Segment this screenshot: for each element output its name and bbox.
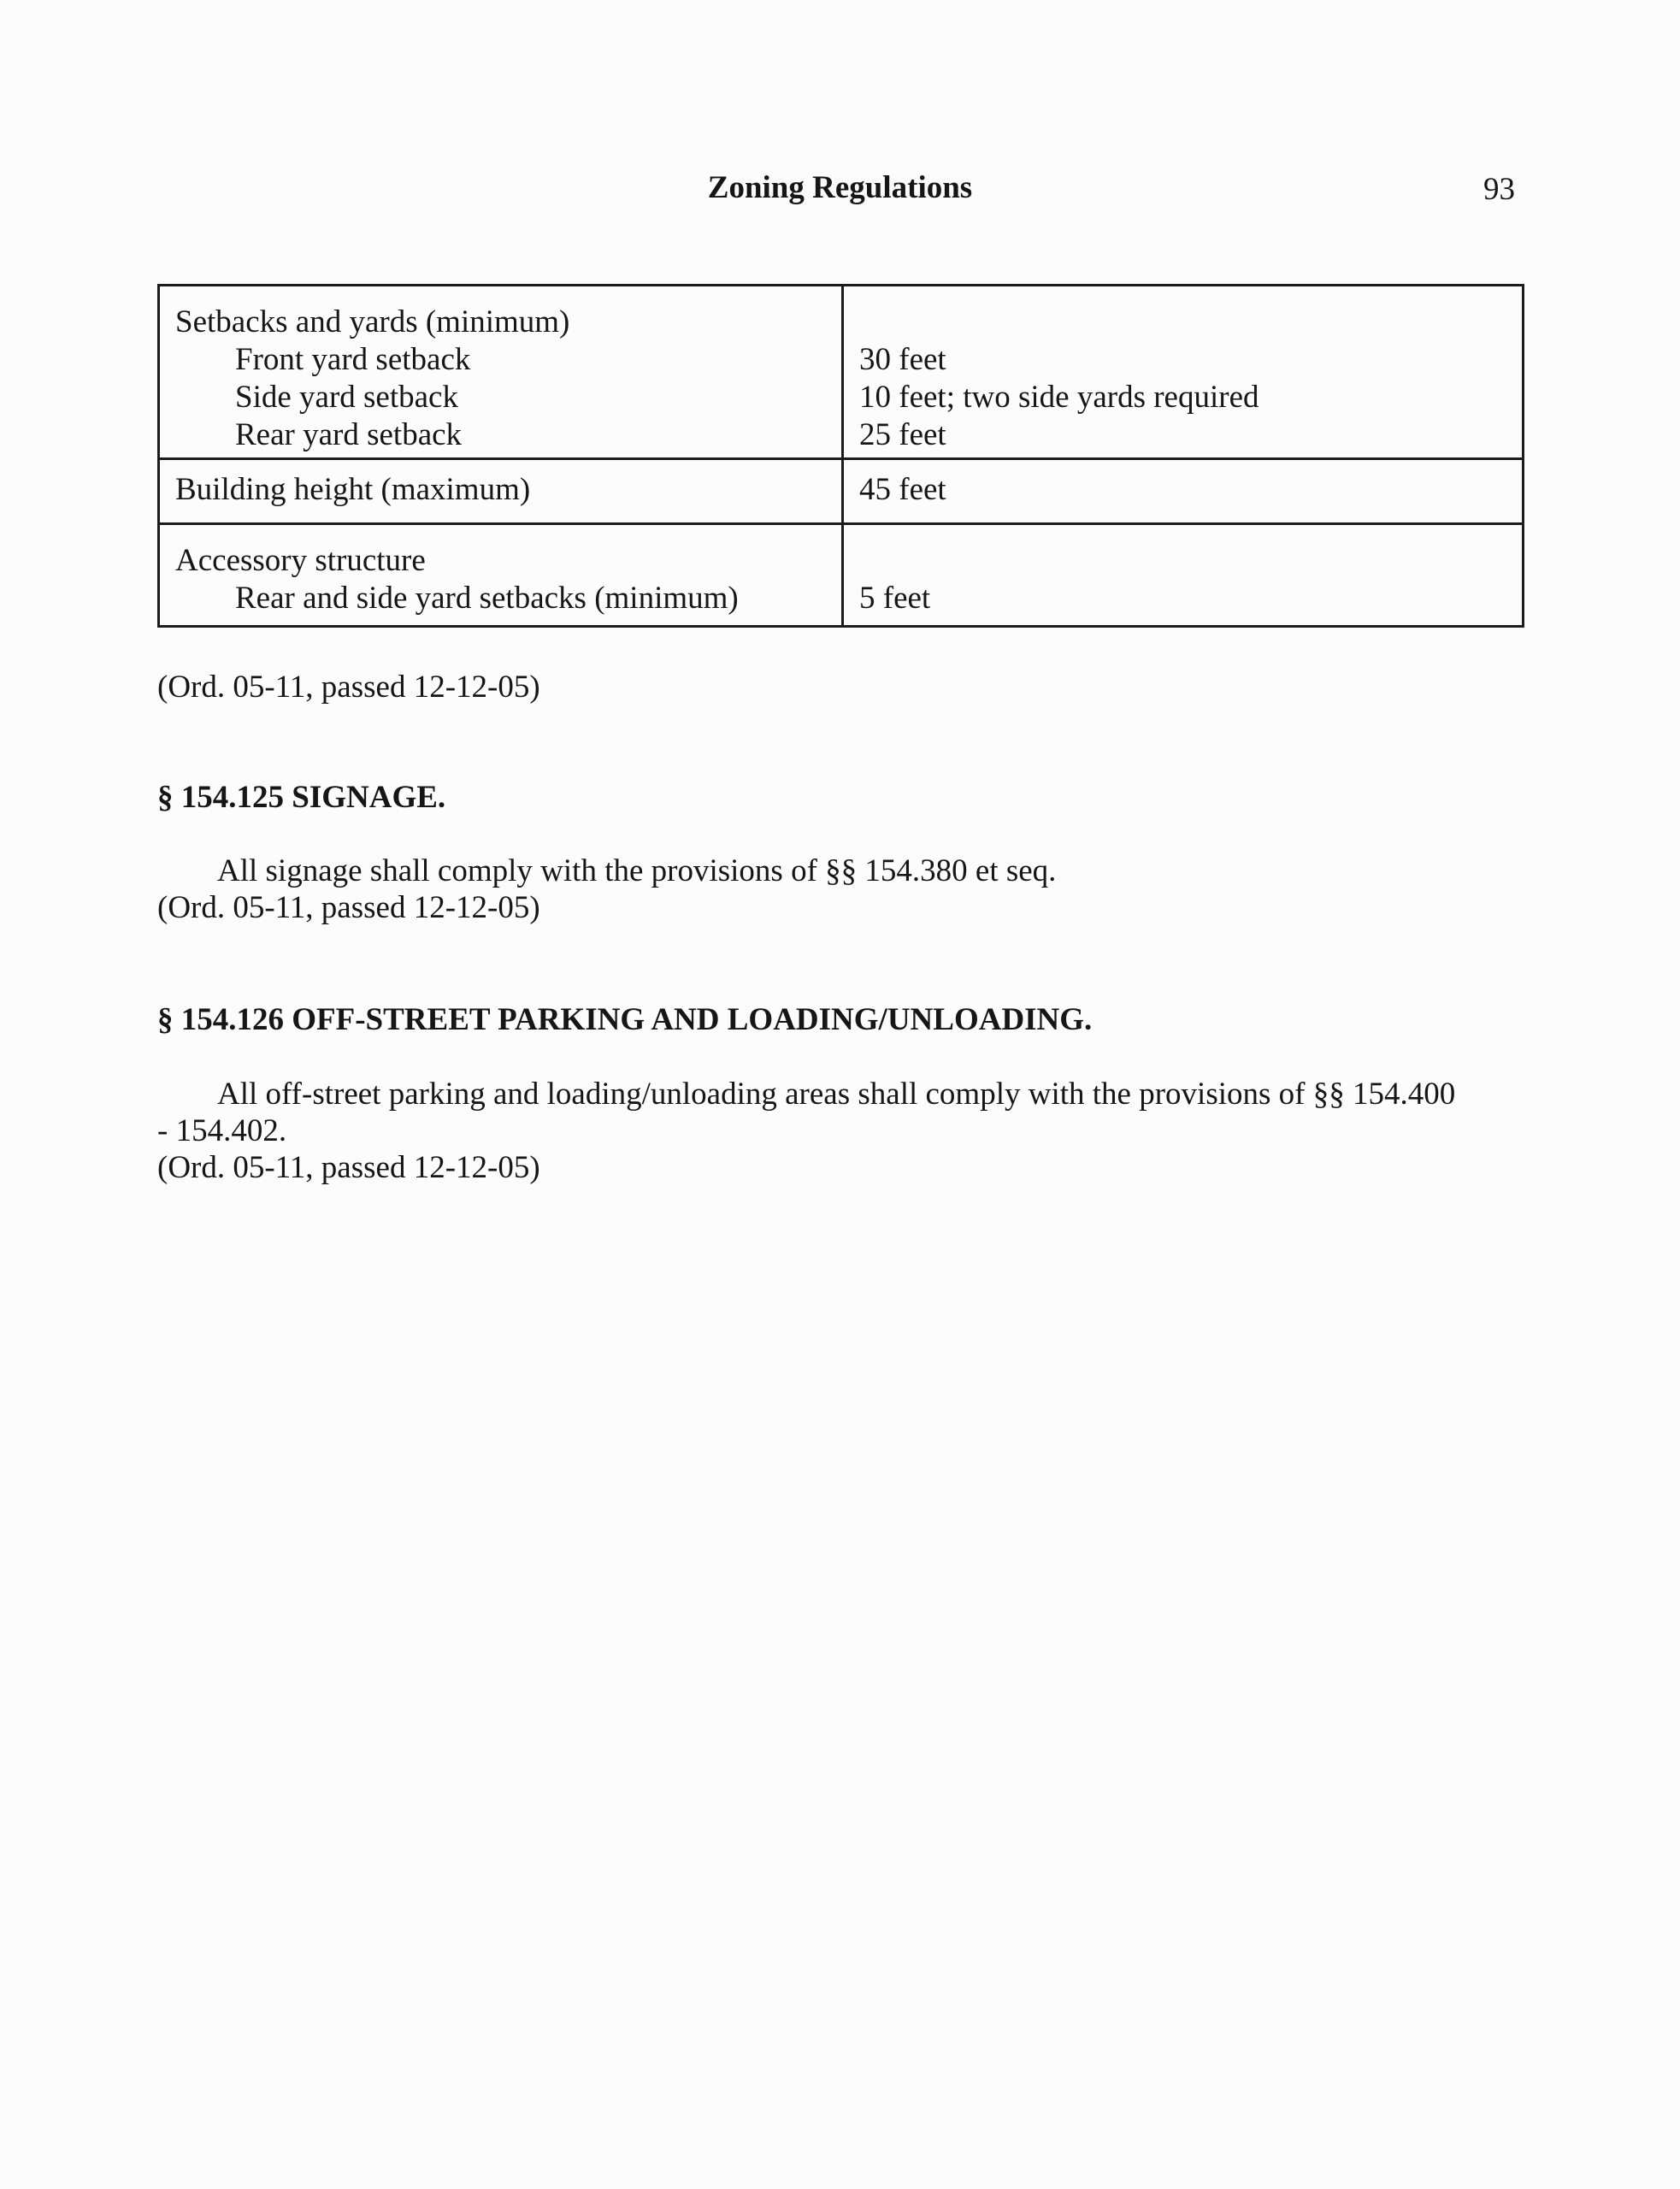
table-row <box>159 286 1524 459</box>
cell-line-spacer <box>859 542 1522 580</box>
cell-line: 10 feet; two side yards required <box>859 380 1259 415</box>
cell-line: 30 feet <box>859 342 946 377</box>
section-heading-154-126: § 154.126 OFF-STREET PARKING AND LOADING/UNLOADING. <box>157 1002 1093 1037</box>
cell-line: 5 feet <box>859 581 931 616</box>
cell-line: 45 feet <box>859 472 946 507</box>
table-row <box>159 524 1524 627</box>
table-cell-value <box>843 459 1524 524</box>
table-cell-requirement <box>159 524 843 627</box>
cell-line-spacer <box>859 304 1522 341</box>
ordinance-citation: (Ord. 05-11, passed 12-12-05) <box>157 890 540 925</box>
ordinance-citation: (Ord. 05-11, passed 12-12-05) <box>157 670 540 705</box>
section-body: All signage shall comply with the provisions of §§ 154.380 et seq. <box>217 853 1057 888</box>
zoning-requirements-table <box>157 284 1524 628</box>
table-cell-requirement <box>159 286 843 459</box>
ordinance-citation: (Ord. 05-11, passed 12-12-05) <box>157 1150 540 1185</box>
page-title: Zoning Regulations <box>707 170 973 205</box>
section-body: All off-street parking and loading/unloading areas shall comply with the provisions of §§ 154.400 <box>217 1077 1456 1112</box>
section-heading-154-125: § 154.125 SIGNAGE. <box>157 780 446 815</box>
table-row <box>159 459 1524 524</box>
cell-line: Accessory structure <box>175 543 426 578</box>
table-cell-value <box>843 286 1524 459</box>
table-cell-requirement <box>159 459 843 524</box>
table-cell-value <box>843 524 1524 627</box>
cell-line: Rear and side yard setbacks (minimum) <box>235 581 739 616</box>
cell-line: Setbacks and yards (minimum) <box>175 304 570 339</box>
cell-line: 25 feet <box>859 417 946 452</box>
cell-line: Side yard setback <box>235 380 458 415</box>
page-number: 93 <box>1483 172 1515 207</box>
section-body-continued: - 154.402. <box>157 1113 287 1148</box>
cell-line: Front yard setback <box>235 342 471 377</box>
cell-line: Building height (maximum) <box>175 472 531 507</box>
cell-line: Rear yard setback <box>235 417 463 452</box>
